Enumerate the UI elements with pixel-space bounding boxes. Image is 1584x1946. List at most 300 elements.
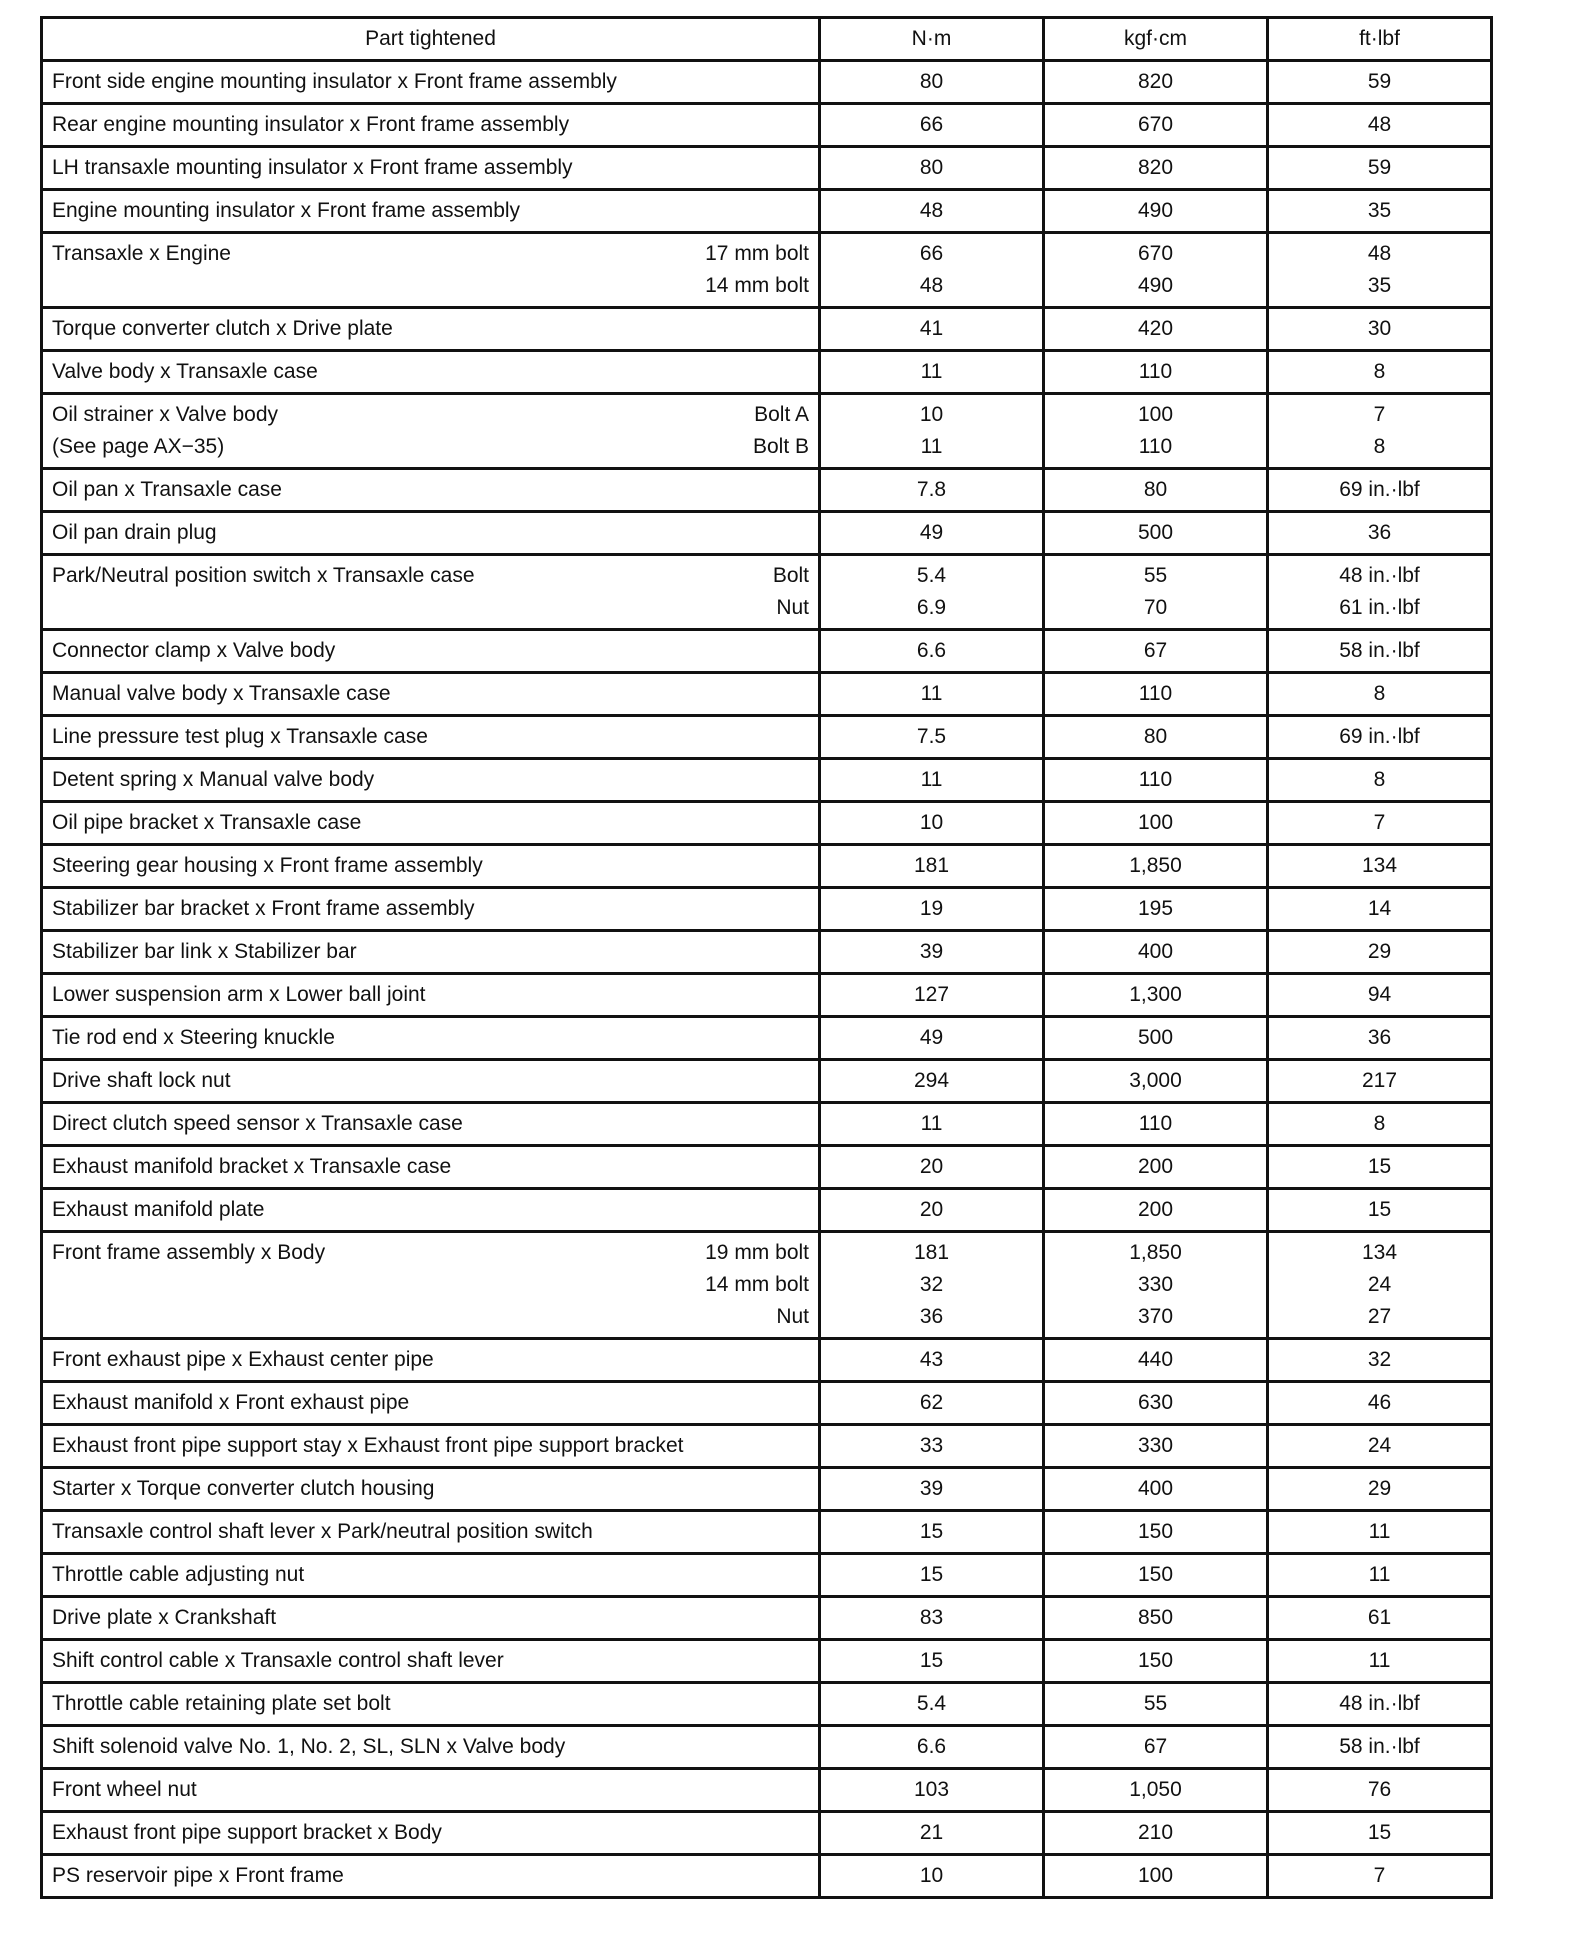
kgf-cm-value: 110 (1138, 682, 1173, 705)
part-cell (42, 1683, 820, 1726)
ft-lbf-value: 217 (1361, 1069, 1398, 1092)
part-line (52, 270, 809, 302)
part-name: Oil pipe bracket x Transaxle case (52, 811, 362, 834)
part-cell (42, 931, 820, 974)
table-row (42, 1511, 1492, 1554)
ft-lbf-cell (1268, 630, 1492, 673)
kgf-cm-cell (1044, 1769, 1268, 1812)
nm-cell (820, 974, 1044, 1017)
table-row (42, 1189, 1492, 1232)
ft-lbf-cell (1268, 1726, 1492, 1769)
part-name: Engine mounting insulator x Front frame assembly (52, 199, 521, 222)
kgf-cm-value: 670 (1137, 242, 1174, 265)
kgf-cm-cell (1044, 1597, 1268, 1640)
part-cell (42, 351, 820, 394)
kgf-cm-value: 440 (1137, 1348, 1174, 1371)
ft-lbf-value: 24 (1367, 1273, 1392, 1296)
ft-lbf-cell (1268, 1425, 1492, 1468)
part-line (52, 238, 809, 270)
part-cell (42, 1597, 820, 1640)
part-name: Exhaust manifold x Front exhaust pipe (52, 1391, 410, 1414)
kgf-cm-cell (1044, 1232, 1268, 1339)
part-name: Connector clamp x Valve body (52, 639, 336, 662)
ft-lbf-value: 8 (1373, 360, 1386, 383)
part-line (52, 1269, 809, 1301)
kgf-cm-value: 55 (1143, 564, 1168, 587)
ft-lbf-value: 15 (1367, 1198, 1392, 1221)
nm-cell (820, 190, 1044, 233)
part-name: Front frame assembly x Body (52, 1241, 326, 1264)
nm-value: 80 (919, 156, 944, 179)
kgf-cm-value: 200 (1137, 1155, 1174, 1178)
ft-lbf-cell (1268, 888, 1492, 931)
table-row (42, 1060, 1492, 1103)
part-cell (42, 1382, 820, 1425)
table-row (42, 1017, 1492, 1060)
ft-lbf-value: 48 (1367, 113, 1392, 136)
part-name: Throttle cable adjusting nut (52, 1563, 305, 1586)
nm-value: 33 (919, 1434, 944, 1457)
part-name: LH transaxle mounting insulator x Front frame assembly (52, 156, 573, 179)
part-name: PS reservoir pipe x Front frame (52, 1864, 344, 1887)
nm-cell (820, 931, 1044, 974)
ft-lbf-value: 7 (1373, 811, 1386, 834)
nm-cell (820, 1726, 1044, 1769)
ft-lbf-cell (1268, 759, 1492, 802)
ft-lbf-value: 7 (1373, 403, 1386, 426)
ft-lbf-cell (1268, 512, 1492, 555)
kgf-cm-cell (1044, 351, 1268, 394)
nm-cell (820, 1511, 1044, 1554)
nm-value: 66 (919, 113, 944, 136)
nm-value: 127 (913, 983, 950, 1006)
part-cell (42, 1425, 820, 1468)
part-name: Oil pan drain plug (52, 521, 217, 544)
part-cell (42, 759, 820, 802)
nm-value: 181 (913, 1241, 950, 1264)
kgf-cm-value: 500 (1137, 1026, 1174, 1049)
part-line (52, 1774, 809, 1806)
table-row (42, 512, 1492, 555)
part-line (52, 807, 809, 839)
nm-value: 11 (920, 1112, 943, 1135)
ft-lbf-value: 24 (1367, 1434, 1392, 1457)
part-cell (42, 673, 820, 716)
part-cell (42, 233, 820, 308)
kgf-cm-cell (1044, 555, 1268, 630)
ft-lbf-value: 11 (1368, 1649, 1391, 1672)
part-line (52, 764, 809, 796)
nm-cell (820, 1382, 1044, 1425)
ft-lbf-cell (1268, 1189, 1492, 1232)
part-line (52, 313, 809, 345)
part-line (52, 1817, 809, 1849)
nm-cell (820, 630, 1044, 673)
ft-lbf-cell (1268, 1232, 1492, 1339)
nm-cell (820, 1683, 1044, 1726)
part-name: Steering gear housing x Front frame assembly (52, 854, 483, 877)
kgf-cm-value: 630 (1137, 1391, 1174, 1414)
nm-value: 103 (913, 1778, 950, 1801)
ft-lbf-cell (1268, 1683, 1492, 1726)
part-line (52, 399, 809, 431)
nm-cell (820, 1855, 1044, 1898)
ft-lbf-cell (1268, 1146, 1492, 1189)
nm-value: 80 (919, 70, 944, 93)
fastener-type: 14 mm bolt (705, 274, 809, 297)
part-name: Park/Neutral position switch x Transaxle case (52, 564, 475, 587)
nm-cell (820, 759, 1044, 802)
kgf-cm-value: 400 (1137, 1477, 1174, 1500)
part-line (52, 517, 809, 549)
part-cell (42, 394, 820, 469)
part-line (52, 1860, 809, 1892)
kgf-cm-cell (1044, 1683, 1268, 1726)
table-row (42, 1468, 1492, 1511)
table-row (42, 1640, 1492, 1683)
part-name: Rear engine mounting insulator x Front frame assembly (52, 113, 570, 136)
table-row (42, 716, 1492, 759)
ft-lbf-cell (1268, 1640, 1492, 1683)
kgf-cm-cell (1044, 1640, 1268, 1683)
nm-value: 5.4 (916, 564, 947, 587)
kgf-cm-value: 80 (1143, 478, 1168, 501)
ft-lbf-cell (1268, 61, 1492, 104)
ft-lbf-cell (1268, 802, 1492, 845)
part-cell (42, 1189, 820, 1232)
nm-value: 11 (920, 360, 943, 383)
part-name: Exhaust manifold plate (52, 1198, 265, 1221)
table-row (42, 1812, 1492, 1855)
ft-lbf-value: 59 (1367, 156, 1392, 179)
kgf-cm-cell (1044, 1382, 1268, 1425)
part-cell (42, 1146, 820, 1189)
nm-value: 15 (919, 1649, 944, 1672)
nm-value: 6.9 (916, 596, 947, 619)
ft-lbf-value: 32 (1367, 1348, 1392, 1371)
kgf-cm-cell (1044, 888, 1268, 931)
ft-lbf-cell (1268, 974, 1492, 1017)
ft-lbf-cell (1268, 1769, 1492, 1812)
kgf-cm-cell (1044, 673, 1268, 716)
ft-lbf-cell (1268, 469, 1492, 512)
nm-value: 10 (919, 403, 944, 426)
ft-lbf-value: 30 (1367, 317, 1392, 340)
part-name: Stabilizer bar link x Stabilizer bar (52, 940, 357, 963)
fastener-type: 14 mm bolt (705, 1273, 809, 1296)
kgf-cm-value: 150 (1137, 1563, 1174, 1586)
table-row (42, 1855, 1492, 1898)
kgf-cm-cell (1044, 845, 1268, 888)
part-cell (42, 469, 820, 512)
table-row (42, 1683, 1492, 1726)
part-line (52, 979, 809, 1011)
part-name: Detent spring x Manual valve body (52, 768, 375, 791)
kgf-cm-cell (1044, 1017, 1268, 1060)
kgf-cm-cell (1044, 1812, 1268, 1855)
kgf-cm-value: 55 (1143, 1692, 1168, 1715)
nm-value: 15 (919, 1563, 944, 1586)
table-row (42, 888, 1492, 931)
nm-cell (820, 351, 1044, 394)
part-line (52, 1151, 809, 1183)
part-cell (42, 1017, 820, 1060)
part-line (52, 1065, 809, 1097)
part-line (52, 1688, 809, 1720)
kgf-cm-value: 820 (1137, 70, 1174, 93)
table-row (42, 233, 1492, 308)
table-row (42, 845, 1492, 888)
fastener-type: Bolt (772, 564, 809, 587)
part-cell (42, 308, 820, 351)
nm-cell (820, 308, 1044, 351)
ft-lbf-value: 76 (1367, 1778, 1392, 1801)
nm-value: 294 (913, 1069, 950, 1092)
nm-value: 66 (919, 242, 944, 265)
table-row (42, 308, 1492, 351)
table-row (42, 1103, 1492, 1146)
nm-cell (820, 716, 1044, 759)
header-nm: N·m (820, 18, 1044, 61)
kgf-cm-value: 490 (1137, 274, 1174, 297)
nm-cell (820, 233, 1044, 308)
kgf-cm-cell (1044, 1189, 1268, 1232)
nm-cell (820, 512, 1044, 555)
part-line (52, 1387, 809, 1419)
header-part-tightened: Part tightened (42, 18, 820, 61)
table-row (42, 190, 1492, 233)
nm-cell (820, 1640, 1044, 1683)
fastener-type: 17 mm bolt (705, 242, 809, 265)
part-cell (42, 1554, 820, 1597)
table-row (42, 1146, 1492, 1189)
nm-cell (820, 1017, 1044, 1060)
nm-value: 181 (913, 854, 950, 877)
nm-value: 83 (919, 1606, 944, 1629)
ft-lbf-cell (1268, 394, 1492, 469)
kgf-cm-value: 67 (1143, 1735, 1168, 1758)
table-row (42, 147, 1492, 190)
kgf-cm-cell (1044, 512, 1268, 555)
fastener-type: Nut (776, 1305, 809, 1328)
kgf-cm-value: 1,050 (1129, 1778, 1182, 1801)
part-line (52, 1194, 809, 1226)
nm-value: 21 (919, 1821, 944, 1844)
nm-cell (820, 673, 1044, 716)
nm-cell (820, 147, 1044, 190)
part-line (52, 1430, 809, 1462)
kgf-cm-value: 195 (1137, 897, 1174, 920)
table-row (42, 931, 1492, 974)
nm-cell (820, 888, 1044, 931)
part-cell (42, 1060, 820, 1103)
kgf-cm-value: 80 (1143, 725, 1168, 748)
kgf-cm-value: 420 (1137, 317, 1174, 340)
nm-value: 11 (920, 682, 943, 705)
kgf-cm-value: 1,850 (1129, 854, 1182, 877)
kgf-cm-cell (1044, 104, 1268, 147)
ft-lbf-value: 46 (1367, 1391, 1392, 1414)
ft-lbf-value: 58 in.·lbf (1339, 1735, 1420, 1758)
nm-cell (820, 1554, 1044, 1597)
ft-lbf-value: 61 in.·lbf (1339, 596, 1420, 619)
part-line (52, 721, 809, 753)
part-name: Front exhaust pipe x Exhaust center pipe (52, 1348, 434, 1371)
part-line (52, 936, 809, 968)
nm-cell (820, 1425, 1044, 1468)
table-row (42, 104, 1492, 147)
fastener-type: Nut (776, 596, 809, 619)
nm-value: 7.8 (916, 478, 947, 501)
part-name: Tie rod end x Steering knuckle (52, 1026, 335, 1049)
part-cell (42, 845, 820, 888)
kgf-cm-cell (1044, 931, 1268, 974)
header-row (42, 18, 1492, 61)
kgf-cm-cell (1044, 308, 1268, 351)
nm-cell (820, 845, 1044, 888)
kgf-cm-value: 330 (1137, 1434, 1174, 1457)
ft-lbf-cell (1268, 308, 1492, 351)
part-cell (42, 1812, 820, 1855)
ft-lbf-cell (1268, 1597, 1492, 1640)
table-row (42, 1597, 1492, 1640)
nm-value: 49 (919, 1026, 944, 1049)
table-row (42, 394, 1492, 469)
nm-value: 48 (919, 199, 944, 222)
part-name: Front side engine mounting insulator x Front frame assembly (52, 70, 617, 93)
kgf-cm-value: 500 (1137, 521, 1174, 544)
ft-lbf-value: 29 (1367, 940, 1392, 963)
table-row (42, 1382, 1492, 1425)
fastener-type: Bolt A (754, 403, 809, 426)
nm-value: 41 (919, 317, 944, 340)
ft-lbf-value: 8 (1373, 435, 1386, 458)
kgf-cm-value: 490 (1137, 199, 1174, 222)
ft-lbf-cell (1268, 1017, 1492, 1060)
ft-lbf-cell (1268, 1855, 1492, 1898)
ft-lbf-cell (1268, 931, 1492, 974)
part-line (52, 474, 809, 506)
kgf-cm-value: 1,850 (1129, 1241, 1182, 1264)
ft-lbf-cell (1268, 845, 1492, 888)
ft-lbf-value: 8 (1373, 1112, 1386, 1135)
ft-lbf-value: 35 (1367, 274, 1392, 297)
kgf-cm-cell (1044, 1511, 1268, 1554)
nm-value: 48 (919, 274, 944, 297)
part-line (52, 195, 809, 227)
ft-lbf-cell (1268, 351, 1492, 394)
part-cell (42, 190, 820, 233)
part-line (52, 1108, 809, 1140)
kgf-cm-value: 110 (1138, 360, 1173, 383)
kgf-cm-cell (1044, 190, 1268, 233)
nm-value: 32 (919, 1273, 944, 1296)
part-name: Direct clutch speed sensor x Transaxle case (52, 1112, 463, 1135)
nm-value: 10 (919, 811, 944, 834)
ft-lbf-cell (1268, 555, 1492, 630)
nm-cell (820, 61, 1044, 104)
ft-lbf-value: 134 (1361, 1241, 1398, 1264)
kgf-cm-value: 400 (1137, 940, 1174, 963)
ft-lbf-cell (1268, 1060, 1492, 1103)
part-line (52, 678, 809, 710)
part-cell (42, 1339, 820, 1382)
kgf-cm-value: 330 (1137, 1273, 1174, 1296)
nm-value: 5.4 (916, 1692, 947, 1715)
table-row (42, 802, 1492, 845)
kgf-cm-value: 100 (1137, 403, 1174, 426)
part-name: Exhaust front pipe support stay x Exhaust front pipe support bracket (52, 1434, 684, 1457)
kgf-cm-value: 370 (1137, 1305, 1174, 1328)
kgf-cm-cell (1044, 1855, 1268, 1898)
part-cell (42, 974, 820, 1017)
ft-lbf-cell (1268, 1103, 1492, 1146)
part-name: Stabilizer bar bracket x Front frame assembly (52, 897, 475, 920)
nm-value: 20 (919, 1198, 944, 1221)
kgf-cm-cell (1044, 716, 1268, 759)
kgf-cm-value: 1,300 (1129, 983, 1182, 1006)
nm-cell (820, 104, 1044, 147)
part-line (52, 635, 809, 667)
part-cell (42, 1726, 820, 1769)
kgf-cm-cell (1044, 802, 1268, 845)
table-row (42, 1232, 1492, 1339)
nm-cell (820, 1232, 1044, 1339)
ft-lbf-value: 59 (1367, 70, 1392, 93)
header-ft-lbf: ft·lbf (1268, 18, 1492, 61)
kgf-cm-cell (1044, 1554, 1268, 1597)
ft-lbf-value: 29 (1367, 1477, 1392, 1500)
table-row (42, 61, 1492, 104)
part-line (52, 109, 809, 141)
part-cell (42, 555, 820, 630)
part-line (52, 1473, 809, 1505)
nm-cell (820, 1103, 1044, 1146)
part-name: Shift solenoid valve No. 1, No. 2, SL, SLN x Valve body (52, 1735, 566, 1758)
nm-value: 15 (919, 1520, 944, 1543)
part-name: Starter x Torque converter clutch housing (52, 1477, 435, 1500)
fastener-type: Bolt B (752, 435, 809, 458)
nm-cell (820, 1339, 1044, 1382)
part-name: Torque converter clutch x Drive plate (52, 317, 393, 340)
ft-lbf-cell (1268, 233, 1492, 308)
kgf-cm-value: 100 (1137, 1864, 1174, 1887)
part-line (52, 592, 809, 624)
part-cell (42, 512, 820, 555)
ft-lbf-value: 48 (1367, 242, 1392, 265)
part-name: Lower suspension arm x Lower ball joint (52, 983, 426, 1006)
part-cell (42, 104, 820, 147)
ft-lbf-cell (1268, 716, 1492, 759)
ft-lbf-value: 61 (1367, 1606, 1392, 1629)
ft-lbf-cell (1268, 1511, 1492, 1554)
ft-lbf-value: 94 (1367, 983, 1392, 1006)
kgf-cm-cell (1044, 233, 1268, 308)
nm-cell (820, 1060, 1044, 1103)
part-line (52, 1237, 809, 1269)
kgf-cm-cell (1044, 1103, 1268, 1146)
ft-lbf-value: 48 in.·lbf (1339, 564, 1420, 587)
kgf-cm-value: 110 (1138, 768, 1173, 791)
table-row (42, 630, 1492, 673)
nm-cell (820, 1468, 1044, 1511)
table-row (42, 351, 1492, 394)
ft-lbf-value: 48 in.·lbf (1339, 1692, 1420, 1715)
part-name: Shift control cable x Transaxle control shaft lever (52, 1649, 504, 1672)
ft-lbf-value: 7 (1373, 1864, 1386, 1887)
kgf-cm-cell (1044, 1146, 1268, 1189)
ft-lbf-value: 14 (1367, 897, 1392, 920)
